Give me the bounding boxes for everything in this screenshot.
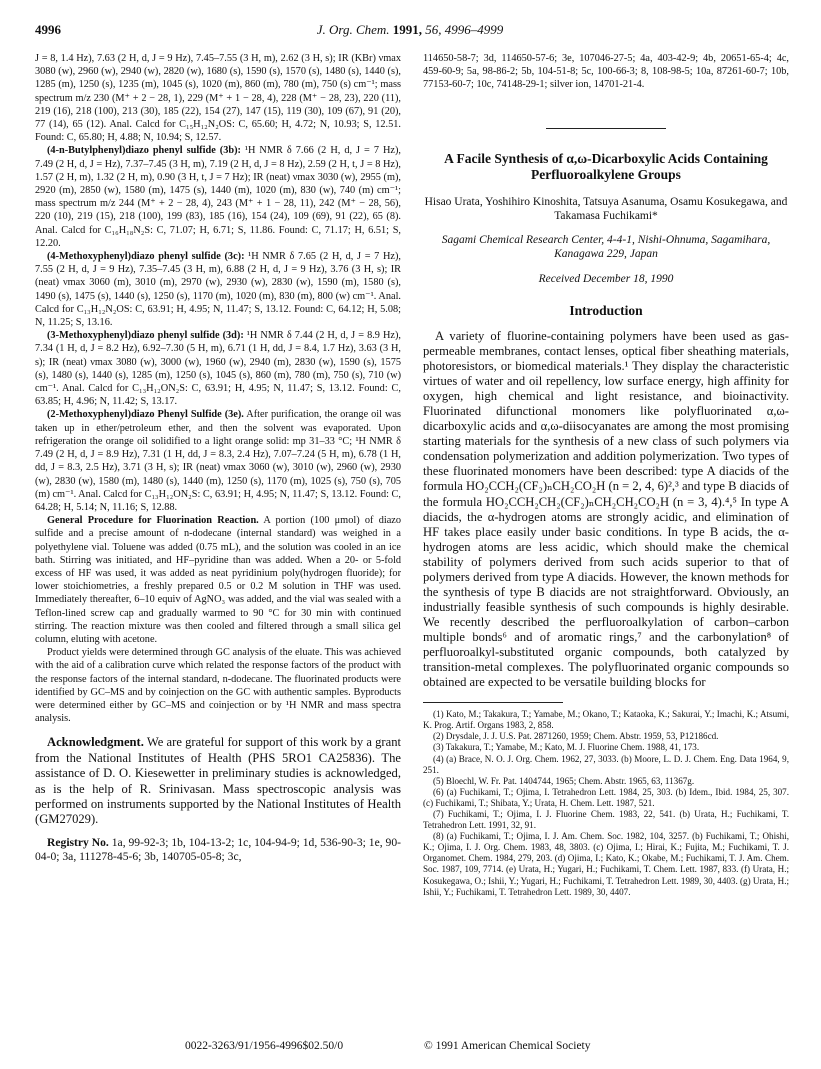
journal-volume: 56, [425,22,442,37]
acknowledgment [35,735,401,827]
registry-title: Registry No. [47,835,109,849]
registry-text: 1a, 99-92-3; 1b, 104-13-2; 1c, 104-94-9; 1d, 536-90-3; 1e, 90-04-0; 3a, 111278-45-6; 3b, 140705-05-8; 3c, [35,835,402,863]
paragraph [35,514,401,646]
paragraph-text: After purification, the orange oil was taken up in ether/petroleum ether, and then the solvent was evaporated. Upon refrigeration the orange oil solidified to a light orange solid: mp 31–33 °C; ¹H NMR δ 7.49 (2 H, d, J = 8.9 Hz), 7.31 (1 H, dd, J = 8.3, 2.4 Hz), 7.07–7.24 (5 H, m), 6.78 (1 H, dd, J = 8.3, 2.5 Hz), 3.71 (3 H, s); IR (neat) νmax 3060 (w), 3010 (w), 2960 (w), 2930 (w), 2830 (w), 1580 (m), 1480 (s), 1440 (m), 1250 (s), 1170 (m), 1025 (s), 750 (s), 705 (m) cm⁻¹. Anal. Calcd for C₁₃H₁₂ON₂S: C, 63.91; H, 4.95; N, 11.47; S, 13.12. Found: C, 64.28; H, 5.14; N, 11.16; S, 12.88. [35,409,401,513]
registry-numbers [35,836,401,864]
compound-title: (4-n-Butylphenyl)diazo phenyl sulfide (3b): [47,145,241,157]
section-heading: Introduction [569,302,643,318]
compound-title: (2-Methoxyphenyl)diazo Phenyl Sulfide (3e). [47,409,244,421]
right-column [423,52,789,898]
running-head [35,22,785,38]
acknowledgment-text: We are grateful for support of this work by a grant from the National Institutes of Health (PHS 5RO1 CA25836). The assistance of D. O. Kiesewetter in preliminary studies is acknowledged, as is the help of R. Srinivasan. Mass spectroscopic analysis was performed on instruments supported by the National Institutes of Health (GM27029). [35,735,401,827]
footnote: (3) Takakura, T.; Yamabe, M.; Kato, M. J. Fluorine Chem. 1988, 41, 173. [433,742,700,753]
journal-name: J. Org. Chem. [316,22,390,37]
journal-year: 1991, [392,22,423,37]
paragraph-text: ¹H NMR δ 7.44 (2 H, d, J = 8.9 Hz), 7.34 (1 H, d, J = 8.2 Hz), 6.92–7.30 (5 H, m), 6.71 (1 H, dd, J = 8.4, 1.7 Hz), 3.63 (3 H, s); IR (neat) νmax 3080 (w), 3000 (w), 1960 (w), 2940 (m), 2830 (w), 1590 (s), 1575 (s), 1480 (s), 1440 (s), 1285 (m), 1250 (s), 1045 (s), 860 (m), 780 (m), 750 (s), 710 (w) cm⁻¹. Anal. Calcd for C₁₃H₁₂ON₂S: C, 63.91; H, 4.95; N, 11.47; S, 13.12. Found: C, 63.85; H, 4.96; N, 11.42; S, 13.17. [35,330,401,408]
paragraph [35,250,401,329]
procedure-title: General Procedure for Fluorination Reaction. [47,515,259,527]
footnote: (6) (a) Fuchikami, T.; Ojima, I. Tetrahedron Lett. 1984, 25, 303. (b) Idem., Ibid. 1984, 25, 307. (c) Fuchikami, T.; Shibata, Y.; Urata, H. Chem. Lett. 1987, 521. [423,786,789,808]
footnotes [423,709,789,898]
journal-pages: 4996–4999 [444,22,504,37]
paragraph-text: ¹H NMR δ 7.66 (2 H, d, J = 7 Hz), 7.49 (2 H, d, J = Hz), 7.37–7.45 (3 H, m), 7.19 (2 H, d, J = 8 Hz), 2.59 (2 H, t, J = 8 Hz), 1.57 (2 H, m), 1.32 (2 H, m), 0.90 (3 H, t, J = 7 Hz); IR (neat) νmax 3030 (w), 2955 (m), 2920 (m), 2850 (w), 1580 (m), 1475 (s), 1440 (m), 1020 (m), 830 (w), 740 (m) cm⁻¹; mass spectrum m/z 244 (M⁺ + 2 − 28, 4), 243 (M⁺ + 1 − 28, 11), 242 (M⁺ − 28, 56), 220 (10), 219 (15), 218 (100), 199 (83), 185 (16), 154 (24), 109 (69), 91 (22), 65 (8). Anal. Calcd for C₁₆H₁₈N₂S: C, 71.07; H, 6.71; S, 11.86. Found: C, 71.17; H, 6.51; S, 12.20. [35,145,401,249]
article-code: 0022-3263/91/1956-4996$02.50/0 [185,1040,344,1052]
paragraph-text: ¹H NMR δ 7.65 (2 H, d, J = 7 Hz), 7.55 (2 H, d, J = 9 Hz), 7.35–7.45 (3 H, m), 6.88 (2 H, d, J = 9 Hz), 3.76 (3 H, s); IR (neat) νmax 3060 (m), 3010 (m), 2970 (w), 2930 (w), 2830 (w), 1590 (m), 1580 (s), 1490 (s), 1475 (s), 1440 (s), 1250 (s), 1170 (m), 1020 (m), 830 (m), 800 (w) cm⁻¹. Anal. Calcd for C₁₃H₁₂N₂OS: C, 63.91; H, 4.95; N, 11.47; S, 13.12. Found: C, 64.12; H, 5.08; N, 11.25; S, 13.16. [35,251,401,329]
article-title: A Facile Synthesis of α,ω-Dicarboxylic Acids Containing Perfluoroalkylene Groups [444,150,768,182]
received-date: Received December 18, 1990 [538,272,674,285]
paragraph-text: A portion (100 μmol) of diazo sulfide and a precise amount of n-dodecane (internal standard) was weighed in a polyethylene vial. Toluene was added (0.75 mL), and the solution was cooled in an ice bath. Stirring was initiated, and HF–pyridine than was added. When a 20- or 5-fold excess of HF was used, it was added as neat pyridinium poly(hydrogen fluoride); for lower stoichiometries, a freshly prepared 0.5 or 0.2 M solution in THF was used. Immediately thereafter, 6–10 equiv of AgNO₃ was added, and the vial was sealed with a Teflon-lined screw cap and gradually warmed to 90 °C for 30 min with continued stirring. The reaction mixture was then cooled and filtered through a small silica gel column, eluting with acetone. [35,515,401,645]
footnote: (5) Bloechl, W. Fr. Pat. 1404744, 1965; Chem. Abstr. 1965, 63, 11367g. [433,775,695,786]
compound-title: (4-Methoxyphenyl)diazo phenyl sulfide (3c): [47,251,245,263]
section-divider [546,128,666,129]
page-header [35,22,785,40]
introduction-text: A variety of fluorine-containing polymers have been used as gas-permeable membranes, contact lenses, optical fiber sheathing materials, photoresistors, or biomedical materials.¹ They display the characteristic virtues of water and oil repellency, low surface energy, high affinity for oxygen, high chemical and light resistance, and bioinactivity. Fluorinated difunctional monomers like polyfluorinated α,ω-dicarboxylic acids and α,ω-diisocyanates are among the most promising starting materials for the synthesis of a new class of such polymers via condensation polymerization and addition polymerization. Two types of these fluorinated monomers have been described: type A diacids of the formula HO₂CCH₂(CF₂)ₙCH₂CO₂H (n = 2, 4, 6)²,³ and type B diacids of the formula HO₂CCH₂CH₂(CF₂)ₙCH₂CH₂CO₂H (n = 3, 4).⁴,⁵ In type A diacids, the α-hydrogen atoms are strongly acidic, and elimination of HF takes place easily under basic conditions. In type B acids, the α-hydrogen atoms are less acidic, which should make the chemical stability of polymers derived from such acids superior to that of polymers derived from type A diacids. However, the known methods for the synthesis of type B diacids are not straightforward. Obviously, an industrially feasible synthesis of such compounds is highly desirable. We recently described the perfluoroalkylation of carbon–carbon multiple bonds⁶ and of aromatic rings,⁷ and the carbonylation⁸ of perfluoroalkyl-substituted organic compounds, both catalyzed by transition-metal complexes. The polyfluorinated organic compounds so obtained are expected to be versatile building blocks for [423,329,789,690]
footnote: (7) Fuchikami, T.; Ojima, I. J. Fluorine Chem. 1983, 22, 541. (b) Urata, H.; Fuchikami, T. Tetrahedron Lett. 1991, 32, 91. [423,808,789,831]
footnote: (1) Kato, M.; Takakura, T.; Yamabe, M.; Okano, T.; Kataoka, K.; Sakurai, Y.; Imachi, K.; Atsumi, K. Prog. Artif. Organs 1983, 2, 858. [423,709,789,731]
paragraph [35,144,401,250]
copyright: © 1991 American Chemical Society [424,1040,591,1052]
left-column [35,52,401,864]
footnote: (2) Drysdale, J. J. U.S. Pat. 2871260, 1959; Chem. Abstr. 1959, 53, P12186cd. [433,731,719,742]
paragraph [35,329,401,408]
affiliation: Sagami Chemical Research Center, 4-4-1, Nishi-Ohnuma, Sagamihara, Kanagawa 229, Japan [441,233,771,260]
paragraph [35,408,401,514]
paragraph: J = 8, 1.4 Hz), 7.63 (2 H, d, J = 9 Hz), 7.45–7.55 (3 H, m), 2.62 (3 H, s); IR (KBr) νmax 3080 (w), 2960 (w), 2940 (w), 2820 (w), 1680 (s), 1590 (s), 1570 (s), 1480 (s), 1440 (s), 1285 (m), 1250 (s), 1235 (m), 1045 (s), 1020 (m), 860 (m), 780 (m), 750 (s) cm⁻¹; mass spectrum m/z 230 (M⁺ + 2 − 28, 1), 229 (M⁺ + 1 − 28, 4), 228 (M⁺ − 28, 23), 220 (11), 219 (16), 218 (100), 213 (30), 185 (22), 154 (27), 147 (15), 119 (30), 109 (67), 91 (20), 77 (14), 65 (12). Anal. Calcd for C₁₅H₁₂N₂OS: C, 65.60; H, 4.72; N, 10.93; S, 12.51. Found: C, 65.80; H, 4.88; N, 10.94; S, 12.57. [35,53,401,144]
footnote-divider [423,702,563,703]
registry-continued: 114650-58-7; 3d, 114650-57-6; 3e, 107046-27-5; 4a, 403-42-9; 4b, 20651-65-4; 4c, 459-60-9; 5a, 98-86-2; 5b, 104-51-8; 5c, 100-66-3; 8, 108-98-5; 10a, 87261-60-7; 10b, 77153-60-7; 10c, 74148-29-1; silver ion, 14701-21-4. [423,53,789,91]
authors: Hisao Urata, Yoshihiro Kinoshita, Tatsuya Asanuma, Osamu Kosukegawa, and Takamasa Fuchikami* [424,195,788,222]
footnote: (8) (a) Fuchikami, T.; Ojima, I. J. Am. Chem. Soc. 1982, 104, 3257. (b) Fuchikami, T.; Ohishi, K.; Ojima, I. J. Org. Chem. 1983, 48, 3803. (c) Ojima, I.; Hirai, K.; Fujita, M.; Fuchikami, T. J. Organomet. Chem. 1984, 279, 203. (d) Ojima, I.; Kato, K.; Okabe, M.; Fuchikami, T. J. Am. Chem. Soc. 1987, 109, 7714. (e) Urata, H.; Yugari, H.; Fuchikami, T. Chem. Lett. 1987, 833. (f) Urata, H.; Kosukegawa, O.; Ishii, Y.; Yugari, H.; Fuchikami, T. Tetrahedron Lett. 1989, 30, 4403. (g) Urata, H.; Ishii, Y.; Fuchikami, T. Tetrahedron Lett. 1989, 30, 4407. [423,831,789,897]
acknowledgment-title: Acknowledgment. [47,735,144,750]
paragraph: Product yields were determined through GC analysis of the eluate. This was achieved with the aid of a calibration curve which related the response factors of the product with the response factors of the internal standard, n-dodecane. The fluorinated products were identified by GC–MS and by coinjection on the GC with authentic samples. Byproducts were determined either by GC–MS and coinjection or by ¹H NMR and mass spectra analysis. [35,647,401,725]
footnote: (4) (a) Brace, N. O. J. Org. Chem. 1962, 27, 3033. (b) Moore, L. D. J. Chem. Eng. Data 1964, 9, 251. [423,753,789,775]
page-number: 4996 [35,22,61,37]
compound-title: (3-Methoxyphenyl)diazo phenyl sulfide (3d): [47,330,244,342]
